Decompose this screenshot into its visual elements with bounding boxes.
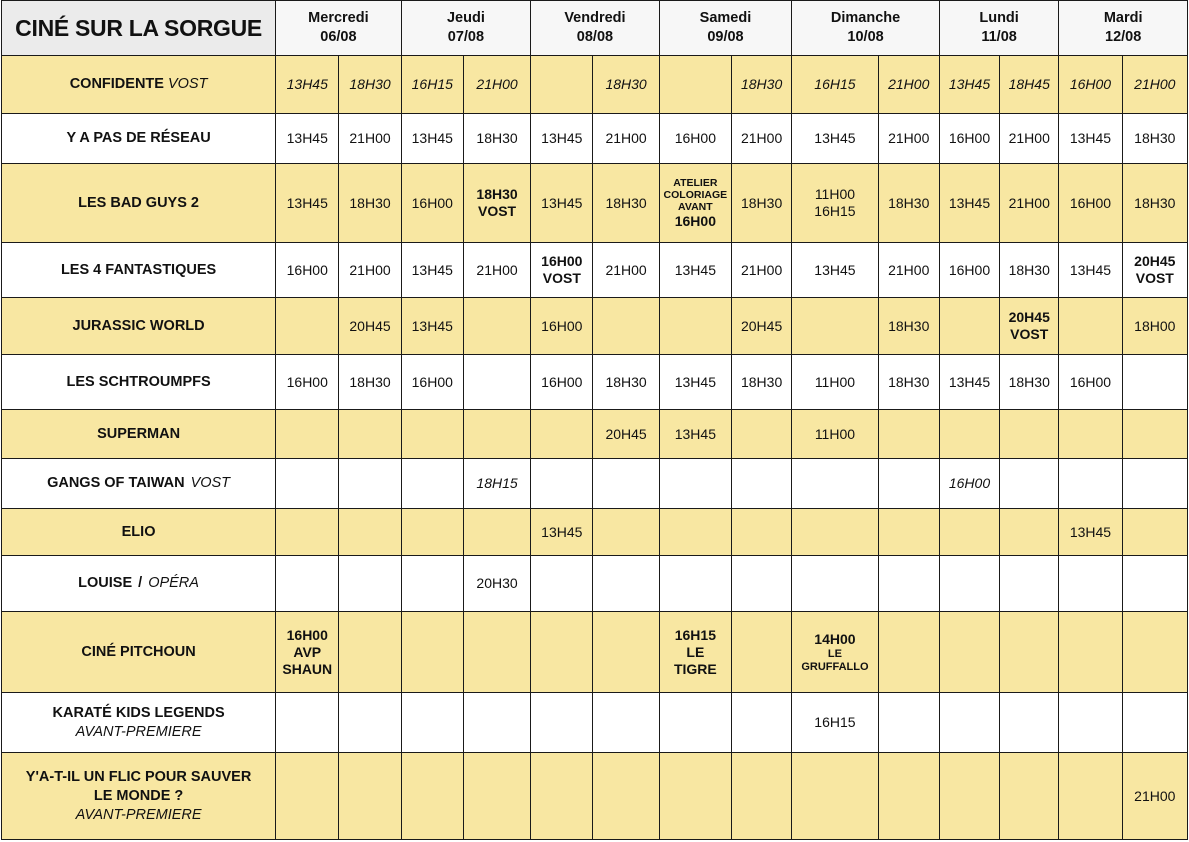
showtime-empty bbox=[792, 298, 878, 355]
day-name: Mercredi bbox=[308, 10, 369, 26]
day-date: 08/08 bbox=[576, 29, 614, 45]
film-name: LOUISE bbox=[78, 575, 133, 591]
showtime-note: TIGRE bbox=[673, 660, 717, 677]
day-name: Vendredi bbox=[564, 10, 626, 26]
showtime: 16H00 bbox=[401, 355, 463, 410]
film-name: KARATÉ KIDS LEGENDS bbox=[52, 704, 225, 721]
showtime: 21H00 bbox=[878, 114, 939, 164]
showtime-empty bbox=[792, 509, 878, 556]
showtime: 13H45 bbox=[939, 355, 999, 410]
showtime: 16H00 bbox=[939, 114, 999, 164]
showtime-empty bbox=[276, 556, 339, 612]
showtime: 18H30 bbox=[878, 298, 939, 355]
day-date: 10/08 bbox=[847, 29, 884, 45]
showtime-event bbox=[276, 612, 339, 693]
showtime-empty bbox=[593, 753, 659, 840]
film-title: LES 4 FANTASTIQUES bbox=[2, 243, 276, 298]
showtime: 13H45 bbox=[401, 298, 463, 355]
showtime bbox=[531, 56, 593, 114]
showtime-empty bbox=[1059, 298, 1122, 355]
showtime: 16H00 bbox=[939, 459, 999, 509]
showtime-empty bbox=[339, 753, 401, 840]
showtime-empty bbox=[939, 753, 999, 840]
showtime-note: AVANT bbox=[678, 200, 713, 213]
showtime-empty bbox=[339, 509, 401, 556]
showtime: 18H30 bbox=[878, 164, 939, 243]
film-separator: / bbox=[138, 575, 143, 591]
day-date: 12/08 bbox=[1105, 29, 1142, 45]
showtime-note: VOST bbox=[1010, 326, 1049, 342]
showtime-empty bbox=[1059, 410, 1122, 459]
showtime: 16H15 bbox=[401, 56, 463, 114]
film-row-les-4-fantastiques bbox=[2, 243, 1188, 298]
film-title bbox=[2, 693, 276, 753]
showtime: 13H45 bbox=[531, 509, 593, 556]
day-name: Jeudi bbox=[446, 10, 485, 26]
showtime: 13H45 bbox=[1059, 243, 1122, 298]
showtime: 16H00 bbox=[1059, 56, 1122, 114]
showtime-empty bbox=[276, 753, 339, 840]
showtime: 21H00 bbox=[1122, 56, 1187, 114]
showtime-empty bbox=[659, 459, 731, 509]
film-title: CINÉ PITCHOUN bbox=[2, 612, 276, 693]
film-title: LES SCHTROUMPFS bbox=[2, 355, 276, 410]
showtime-time: 16H00 bbox=[674, 212, 716, 229]
showtime-empty bbox=[732, 556, 792, 612]
showtime-empty bbox=[593, 509, 659, 556]
showtime-empty bbox=[732, 612, 792, 693]
showtime: 18H30 bbox=[1000, 355, 1059, 410]
film-row-les-bad-guys-2 bbox=[2, 164, 1188, 243]
showtime: 21H00 bbox=[339, 114, 401, 164]
showtime-empty bbox=[1122, 410, 1187, 459]
showtime-empty bbox=[276, 693, 339, 753]
showtime-time: 20H45 bbox=[1008, 309, 1050, 325]
day-date: 09/08 bbox=[707, 29, 744, 45]
showtime: 20H45 bbox=[732, 298, 792, 355]
showtime-empty bbox=[1059, 753, 1122, 840]
showtime: 18H30 bbox=[732, 355, 792, 410]
showtime-time: 18H30 bbox=[476, 186, 518, 202]
showtime-empty bbox=[878, 693, 939, 753]
showtime-empty bbox=[659, 753, 731, 840]
film-title bbox=[2, 459, 276, 509]
showtime: 20H45 bbox=[593, 410, 659, 459]
showtime: 16H00 bbox=[939, 243, 999, 298]
film-title bbox=[2, 56, 276, 114]
film-name: CONFIDENTE bbox=[69, 76, 164, 92]
film-tag: VOST bbox=[167, 76, 208, 92]
showtime-note: COLORIAGE bbox=[663, 188, 728, 201]
film-name-line: LE MONDE ? bbox=[93, 787, 184, 804]
showtime-empty bbox=[401, 459, 463, 509]
showtime: 11H00 bbox=[792, 355, 878, 410]
showtime-empty bbox=[1000, 556, 1059, 612]
showtime-empty bbox=[531, 556, 593, 612]
showtime: 13H45 bbox=[276, 164, 339, 243]
film-row-flic-sauver-le-monde bbox=[2, 753, 1188, 840]
film-title bbox=[2, 556, 276, 612]
showtime: 13H45 bbox=[531, 114, 593, 164]
showtime-empty bbox=[463, 509, 530, 556]
showtime: 16H00 bbox=[1059, 164, 1122, 243]
showtime-empty bbox=[732, 753, 792, 840]
showtime: 18H30 bbox=[1000, 243, 1059, 298]
showtime: 13H45 bbox=[531, 164, 593, 243]
showtime-empty bbox=[1059, 459, 1122, 509]
showtime: 13H45 bbox=[659, 243, 731, 298]
showtime: 13H45 bbox=[792, 243, 878, 298]
showtime-empty bbox=[401, 612, 463, 693]
showtime: 21H00 bbox=[1122, 753, 1187, 840]
film-name-line: Y'A-T-IL UN FLIC POUR SAUVER bbox=[25, 768, 252, 785]
showtime: 18H30 bbox=[878, 355, 939, 410]
showtime-empty bbox=[792, 556, 878, 612]
showtime: 16H15 bbox=[792, 56, 878, 114]
showtime-empty bbox=[593, 612, 659, 693]
showtime-empty bbox=[531, 693, 593, 753]
showtime-time: 16H00 bbox=[286, 626, 328, 643]
showtime-empty bbox=[463, 693, 530, 753]
showtime-time: 20H45 bbox=[1134, 253, 1176, 269]
showtime-empty bbox=[276, 509, 339, 556]
showtime: 21H00 bbox=[593, 114, 659, 164]
showtime-note: AVP bbox=[293, 643, 322, 660]
showtime-time: 16H00 bbox=[541, 253, 583, 269]
showtime-empty bbox=[792, 753, 878, 840]
showtime-note: SHAUN bbox=[282, 660, 333, 677]
showtime-empty bbox=[878, 612, 939, 693]
film-row-superman bbox=[2, 410, 1188, 459]
film-row-elio bbox=[2, 509, 1188, 556]
showtime: 13H45 bbox=[1059, 114, 1122, 164]
showtime-empty bbox=[593, 693, 659, 753]
film-title: LES BAD GUYS 2 bbox=[2, 164, 276, 243]
showtime-note: LE bbox=[686, 643, 705, 660]
showtime-empty bbox=[1122, 612, 1187, 693]
showtime-note: GRUFFALLO bbox=[801, 660, 869, 673]
day-header-mercredi bbox=[276, 1, 402, 56]
showtime-empty bbox=[463, 298, 530, 355]
day-header-vendredi bbox=[531, 1, 660, 56]
showtime-empty bbox=[1059, 612, 1122, 693]
day-name: Samedi bbox=[699, 10, 752, 26]
showtime-empty bbox=[401, 509, 463, 556]
showtime: 13H45 bbox=[401, 243, 463, 298]
showtime-empty bbox=[593, 556, 659, 612]
showtime: 13H45 bbox=[276, 56, 339, 114]
showtime: 18H30 bbox=[339, 56, 401, 114]
showtime: 13H45 bbox=[401, 114, 463, 164]
showtime: 18H30 bbox=[463, 114, 530, 164]
showtime: 16H15 bbox=[792, 693, 878, 753]
showtime: 16H00 bbox=[401, 164, 463, 243]
showtime: 21H00 bbox=[732, 114, 792, 164]
showtime-note: VOST bbox=[477, 203, 517, 219]
showtime-empty bbox=[401, 753, 463, 840]
showtime: 18H45 bbox=[1000, 56, 1059, 114]
showtime: 18H15 bbox=[463, 459, 530, 509]
showtime-empty bbox=[593, 298, 659, 355]
showtime-empty bbox=[276, 459, 339, 509]
day-name: Mardi bbox=[1103, 10, 1143, 26]
showtime-empty bbox=[878, 459, 939, 509]
showtime-empty bbox=[339, 410, 401, 459]
film-row-karate-kids-legends bbox=[2, 693, 1188, 753]
showtime-empty bbox=[878, 556, 939, 612]
showtime: 13H45 bbox=[1059, 509, 1122, 556]
showtime-note: ATELIER bbox=[673, 176, 718, 189]
showtime: 16H00 bbox=[276, 355, 339, 410]
showtime-empty bbox=[593, 459, 659, 509]
showtime-note: LE bbox=[827, 647, 842, 660]
showtime: 21H00 bbox=[593, 243, 659, 298]
showtime bbox=[659, 56, 731, 114]
showtime: 13H45 bbox=[939, 164, 999, 243]
showtime-vost bbox=[1000, 298, 1059, 355]
showtime-empty bbox=[401, 556, 463, 612]
film-row-les-schtroumpfs bbox=[2, 355, 1188, 410]
showtime-empty bbox=[732, 509, 792, 556]
showtime-empty bbox=[732, 410, 792, 459]
showtime-empty bbox=[939, 556, 999, 612]
day-header-dimanche bbox=[792, 1, 940, 56]
showtime: 13H45 bbox=[939, 56, 999, 114]
showtime-empty bbox=[339, 556, 401, 612]
showtime-empty bbox=[939, 298, 999, 355]
showtime-empty bbox=[401, 693, 463, 753]
showtime-empty bbox=[1000, 410, 1059, 459]
showtime-empty bbox=[1000, 693, 1059, 753]
showtime-empty bbox=[1122, 459, 1187, 509]
showtime-empty bbox=[659, 509, 731, 556]
film-subtitle: AVANT-PREMIERE bbox=[75, 723, 202, 740]
day-header-mardi bbox=[1059, 1, 1188, 56]
showtime-empty bbox=[531, 753, 593, 840]
day-date: 07/08 bbox=[447, 29, 485, 45]
showtime: 21H00 bbox=[732, 243, 792, 298]
showtime-empty bbox=[531, 459, 593, 509]
showtime-empty bbox=[463, 612, 530, 693]
showtime-empty bbox=[878, 509, 939, 556]
showtime-empty bbox=[531, 410, 593, 459]
showtime-empty bbox=[463, 753, 530, 840]
showtime: 21H00 bbox=[463, 56, 530, 114]
showtime: 13H45 bbox=[276, 114, 339, 164]
showtime: 18H30 bbox=[593, 355, 659, 410]
showtime-empty bbox=[1059, 556, 1122, 612]
day-header-samedi bbox=[659, 1, 792, 56]
showtime: 18H30 bbox=[593, 164, 659, 243]
showtime-double bbox=[792, 164, 878, 243]
film-subtitle: AVANT-PREMIERE bbox=[75, 806, 202, 823]
showtime-empty bbox=[939, 693, 999, 753]
showtime-empty bbox=[339, 693, 401, 753]
showtime-empty bbox=[939, 410, 999, 459]
film-row-confidente bbox=[2, 56, 1188, 114]
film-row-jurassic-world bbox=[2, 298, 1188, 355]
film-title: Y A PAS DE RÉSEAU bbox=[2, 114, 276, 164]
film-tag: VOST bbox=[190, 475, 231, 491]
showtime-time: 11H00 bbox=[814, 186, 856, 202]
day-header-lundi bbox=[939, 1, 1058, 56]
showtime-empty bbox=[792, 459, 878, 509]
showtime-time: 14H00 bbox=[814, 630, 856, 647]
day-date: 06/08 bbox=[320, 29, 357, 45]
showtime: 18H00 bbox=[1122, 298, 1187, 355]
day-date: 11/08 bbox=[981, 29, 1017, 45]
showtime: 16H00 bbox=[531, 355, 593, 410]
showtime: 16H00 bbox=[1059, 355, 1122, 410]
showtime: 18H30 bbox=[1122, 164, 1187, 243]
film-title bbox=[2, 753, 276, 840]
showtime: 18H30 bbox=[732, 56, 792, 114]
film-title: ELIO bbox=[2, 509, 276, 556]
showtime: 18H30 bbox=[732, 164, 792, 243]
showtime: 20H45 bbox=[339, 298, 401, 355]
showtime: 11H00 bbox=[792, 410, 878, 459]
showtime: 21H00 bbox=[1000, 114, 1059, 164]
showtime-empty bbox=[463, 410, 530, 459]
showtime-empty bbox=[732, 459, 792, 509]
showtime: 21H00 bbox=[1000, 164, 1059, 243]
showtime-empty bbox=[339, 612, 401, 693]
showtime-empty bbox=[1000, 753, 1059, 840]
showtime-empty bbox=[659, 693, 731, 753]
film-tag: OPÉRA bbox=[148, 575, 199, 591]
showtime: 13H45 bbox=[792, 114, 878, 164]
showtime: 16H00 bbox=[531, 298, 593, 355]
showtime-empty bbox=[1000, 509, 1059, 556]
showtime-event bbox=[659, 612, 731, 693]
showtime: 13H45 bbox=[659, 355, 731, 410]
showtime-empty bbox=[1122, 556, 1187, 612]
showtime-empty bbox=[1122, 693, 1187, 753]
showtime-empty bbox=[276, 298, 339, 355]
showtime-empty bbox=[339, 459, 401, 509]
showtime-vost bbox=[531, 243, 593, 298]
showtime: 21H00 bbox=[339, 243, 401, 298]
showtime-empty bbox=[732, 693, 792, 753]
showtime-empty bbox=[878, 753, 939, 840]
header-row bbox=[2, 1, 1188, 56]
showtime-time: 16H15 bbox=[674, 626, 716, 643]
showtime: 21H00 bbox=[463, 243, 530, 298]
showtime-time: 16H15 bbox=[814, 203, 856, 219]
showtime-empty bbox=[1000, 612, 1059, 693]
showtime-empty bbox=[1122, 355, 1187, 410]
showtime: 20H30 bbox=[463, 556, 530, 612]
showtime-empty bbox=[1122, 509, 1187, 556]
showtime: 18H30 bbox=[339, 164, 401, 243]
showtime: 13H45 bbox=[659, 410, 731, 459]
film-row-cine-pitchoun bbox=[2, 612, 1188, 693]
showtime-empty bbox=[531, 612, 593, 693]
showtime: 21H00 bbox=[878, 243, 939, 298]
showtime-empty bbox=[463, 355, 530, 410]
film-row-gangs-of-taiwan bbox=[2, 459, 1188, 509]
showtime-empty bbox=[659, 556, 731, 612]
showtime-note: VOST bbox=[1135, 270, 1174, 286]
day-name: Lundi bbox=[979, 10, 1019, 26]
showtime-empty bbox=[1059, 693, 1122, 753]
film-row-y-a-pas-de-reseau bbox=[2, 114, 1188, 164]
showtime-empty bbox=[878, 410, 939, 459]
film-row-louise bbox=[2, 556, 1188, 612]
film-title: JURASSIC WORLD bbox=[2, 298, 276, 355]
showtime-empty bbox=[401, 410, 463, 459]
page-title: CINÉ SUR LA SORGUE bbox=[2, 1, 276, 56]
day-name: Dimanche bbox=[830, 10, 901, 26]
showtime: 16H00 bbox=[276, 243, 339, 298]
showtime-empty bbox=[276, 410, 339, 459]
showtime-vost bbox=[463, 164, 530, 243]
showtime: 18H30 bbox=[593, 56, 659, 114]
showtime: 18H30 bbox=[339, 355, 401, 410]
schedule-table bbox=[1, 0, 1188, 840]
showtime: 21H00 bbox=[878, 56, 939, 114]
showtime-empty bbox=[939, 612, 999, 693]
film-title: SUPERMAN bbox=[2, 410, 276, 459]
showtime-note: VOST bbox=[542, 270, 581, 286]
film-name: GANGS OF TAIWAN bbox=[47, 475, 185, 491]
day-header-jeudi bbox=[401, 1, 531, 56]
showtime: 18H30 bbox=[1122, 114, 1187, 164]
showtime-atelier bbox=[659, 164, 731, 243]
showtime-vost bbox=[1122, 243, 1187, 298]
showtime-empty bbox=[659, 298, 731, 355]
showtime-empty bbox=[939, 509, 999, 556]
showtime-empty bbox=[1000, 459, 1059, 509]
showtime-event bbox=[792, 612, 878, 693]
showtime: 16H00 bbox=[659, 114, 731, 164]
